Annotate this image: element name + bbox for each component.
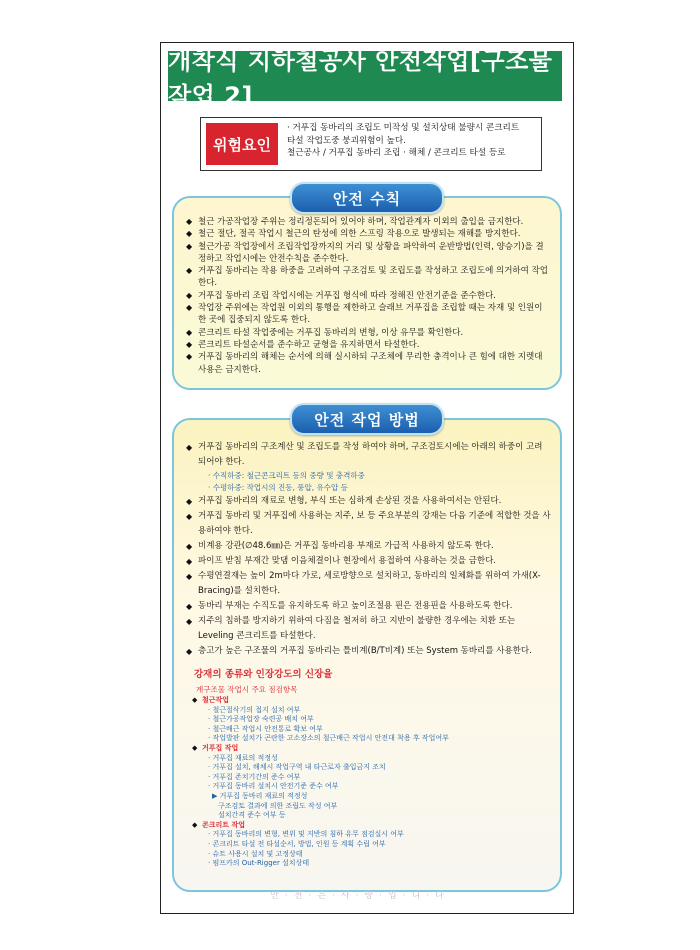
checklist-item: · 거푸집 재료의 적정성 bbox=[208, 753, 278, 762]
checklist-title: 계구조물 작업시 주요 점검항목 bbox=[196, 685, 298, 694]
checklist-item: · 거푸집 존치기간의 준수 여부 bbox=[208, 772, 301, 781]
load-sub-item: · 수직하중: 철근콘크리트 등의 중량 및 충격하중 bbox=[208, 471, 365, 480]
risk-line: 타설 작업도중 붕괴위험이 높다. bbox=[287, 135, 406, 146]
risk-label: 위험요인 bbox=[206, 123, 278, 165]
checklist-item: · 철근절삭기의 접지 설치 여부 bbox=[208, 705, 301, 714]
list-item: ◆ 작업장 주위에는 작업원 이외의 통행을 제한하고 슬래브 거푸집을 조립할 때는 자재 및 인원이 한 곳에 집중되지 않도록 한다. bbox=[186, 302, 550, 327]
checklist-heading: ◆ 거푸집 작업 bbox=[192, 744, 542, 754]
risk-line: 철근공사 / 거푸집 동바리 조립 · 해체 / 콘크리트 타설 등로 bbox=[287, 148, 506, 158]
list-item: ◆ 철근 절단, 절곡 작업시 철근의 탄성에 의한 스프링 작용으로 발생되는 재해를 방지한다. bbox=[186, 228, 550, 240]
checklist-item: 설치간격 준수 여부 등 bbox=[218, 811, 286, 820]
checklist-subheading: ▶ 거푸집 동바리 재료의 적정성 bbox=[212, 791, 308, 800]
safety-rules-panel bbox=[172, 196, 562, 390]
checklist-heading: ◆ 철근작업 bbox=[192, 696, 542, 706]
list-item: ◆ 거푸집 동바리의 구조계산 및 조립도를 작성 하여야 하며, 구조검토시에는 아래의 하중이 고려 되어야 한다. bbox=[186, 440, 552, 470]
checklist-item: · 철근배근 작업시 안전통로 확보 여부 bbox=[208, 724, 323, 733]
list-item: ◆ 철근 가공작업장 주위는 정리정돈되어 있어야 하며, 작업관계자 이외의 출입을 금지한다. bbox=[186, 216, 550, 228]
list-item: ◆ 수평연결재는 높이 2m마다 가로, 세로방향으로 설치하고, 동바리의 일체화를 위하여 가새(X-Bracing)를 설치한다. bbox=[186, 569, 552, 599]
list-item: ◆ 동바리 부재는 수직도를 유지하도록 하고 높이조절용 핀은 전용핀을 사용하도록 한다. bbox=[186, 599, 552, 614]
checklist bbox=[192, 696, 542, 869]
checklist-item: · 거푸집 동바리 설치시 안전기준 준수 여부 bbox=[208, 782, 339, 791]
poster-title: 개착식 지하철공사 안전작업[구조물 작업 2] bbox=[168, 51, 562, 101]
risk-line: · 거푸집 동바리의 조립도 미작성 및 설치상태 불량시 콘크리트 bbox=[287, 123, 520, 133]
load-sub-item: · 수평하중: 작업시의 진동, 풍압, 유수압 등 bbox=[208, 483, 348, 492]
footer-slogan: 안·전·은·사·랑·입·니·다 bbox=[270, 891, 450, 901]
safety-rules-heading: 안전 수칙 bbox=[290, 182, 444, 214]
list-item: ◆ 거푸집 동바리는 작용 하중을 고려하여 구조검토 및 조립도를 작성하고 조립도에 의거하여 작업한다. bbox=[186, 265, 550, 290]
checklist-item: · 슈트 사용시 설치 및 고정상태 bbox=[208, 849, 303, 858]
checklist-item: · 철근가공작업장 숙련공 배치 여부 bbox=[208, 715, 314, 724]
list-item: ◆ 지주의 침하를 방지하기 위하여 다짐을 철저히 하고 지반이 불량한 경우에는 치환 또는 Leveling 콘크리트를 타설한다. bbox=[186, 614, 552, 644]
steel-section-title: 강재의 종류와 인장강도의 신장율 bbox=[194, 669, 333, 680]
checklist-item: · 펌프카의 Out-Rigger 설치상태 bbox=[208, 859, 310, 868]
checklist-item: · 콘크리트 타설 전 타설순서, 방법, 인원 등 계획 수립 여부 bbox=[208, 839, 386, 848]
list-item: ◆ 거푸집 동바리 및 거푸집에 사용하는 지주, 보 등 주요부분의 강재는 다음 기준에 적합한 것을 사용하여야 한다. bbox=[186, 509, 552, 539]
safety-rules-list bbox=[186, 216, 550, 376]
work-methods-heading: 안전 작업 방법 bbox=[290, 403, 444, 435]
work-methods-list bbox=[186, 440, 552, 659]
list-item: ◆ 거푸집 동바리 조립 작업시에는 거푸집 형식에 따라 정해진 안전기준을 준수한다. bbox=[186, 290, 550, 302]
list-item: ◆ 철근가공 작업장에서 조립작업장까지의 거리 및 상황을 파악하여 운반방법(인력, 양승기)을 결정하고 작업시에는 안전수칙을 준수한다. bbox=[186, 241, 550, 266]
checklist-heading: ◆ 콘크리트 작업 bbox=[192, 821, 542, 831]
list-item: ◆ 콘크리트 타설순서를 준수하고 균형을 유지하면서 타설한다. bbox=[186, 339, 550, 351]
list-item: ◆ 거푸집 동바리의 해체는 순서에 의해 실시하되 구조체에 무리한 충격이나 큰 힘에 대한 지렛대 사용은 금지한다. bbox=[186, 351, 550, 376]
checklist-item: · 거푸집 설치, 해체시 작업구역 내 타근로자 출입금지 조치 bbox=[208, 763, 386, 772]
list-item: ◆ 파이프 받침 부재간 맞댐 이음체결이나 현장에서 용접하여 사용하는 것을 금한다. bbox=[186, 554, 552, 569]
list-item: ◆ 층고가 높은 구조물의 거푸집 동바리는 틀비계(B/T비계) 또는 System 동바리를 사용한다. bbox=[186, 644, 552, 659]
checklist-item: 구조검토 결과에 의한 조립도 작성 여부 bbox=[218, 801, 338, 810]
checklist-item: · 거푸집 동바리의 변형, 변위 및 지반의 침하 유무 점검실시 여부 bbox=[208, 830, 404, 839]
risk-box bbox=[200, 117, 542, 171]
risk-text bbox=[283, 118, 541, 170]
checklist-item: · 작업발판 설치가 곤란한 고소장소의 철근배근 작업시 안전대 착용 후 작업여부 bbox=[208, 734, 449, 743]
list-item: ◆ 비계용 강관(∅48.6㎜)은 거푸집 동바리용 부재로 가급적 사용하지 않도록 한다. bbox=[186, 539, 552, 554]
list-item: ◆ 거푸집 동바리의 재료로 변형, 부식 또는 심하게 손상된 것을 사용하여서는 안된다. bbox=[186, 494, 552, 509]
list-item: ◆ 콘크리트 타설 작업중에는 거푸집 동바리의 변형, 이상 유무를 확인한다. bbox=[186, 327, 550, 339]
work-methods-panel bbox=[172, 418, 562, 892]
